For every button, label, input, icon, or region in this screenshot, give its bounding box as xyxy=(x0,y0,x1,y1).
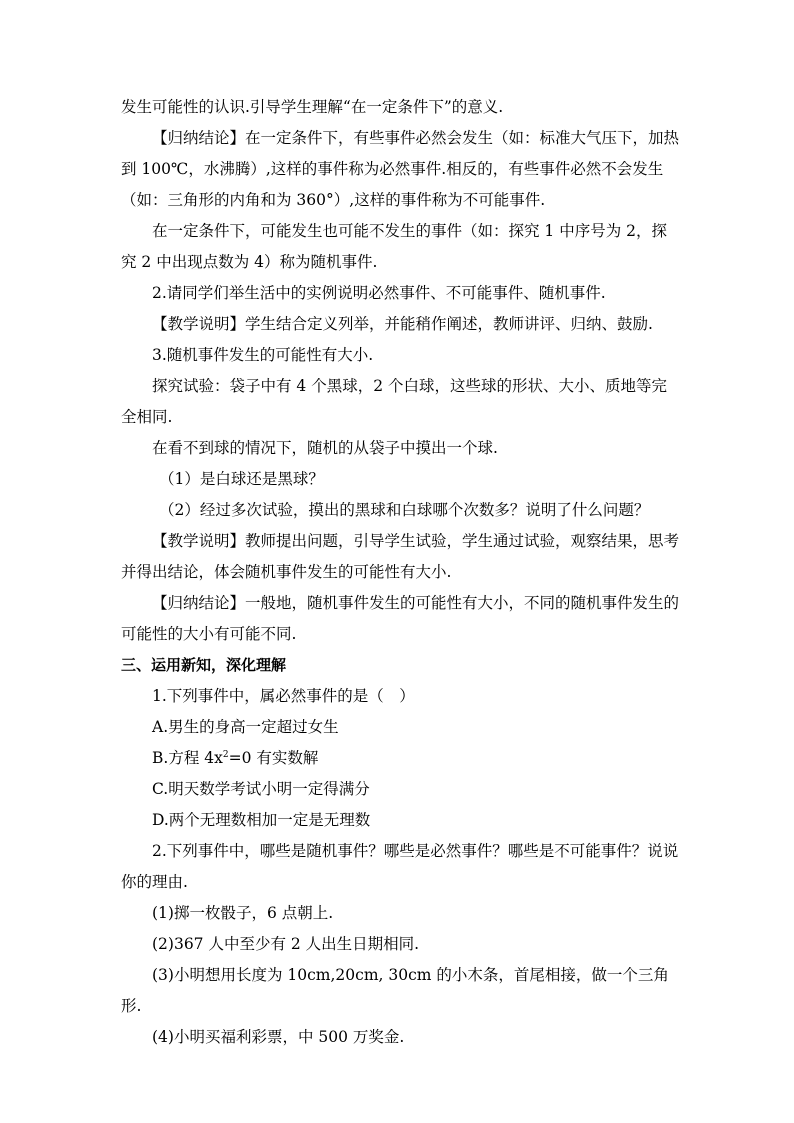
exercise-2-item-3: (3)小明想用长度为 10cm,20cm, 30cm 的小木条，首尾相接，做一个三角形. xyxy=(121,966,669,1015)
option-b-exponent: 2 xyxy=(222,749,229,760)
paragraph-teaching-note-1: 【教学说明】学生结合定义列举，并能稍作阐述，教师讲评、归纳、鼓励. xyxy=(152,315,653,333)
paragraph-item-2: 2.请同学们举生活中的实例说明必然事件、不可能事件、随机事件. xyxy=(152,284,606,302)
exercise-2-item-4: (4)小明买福利彩票，中 500 万奖金. xyxy=(152,1028,405,1046)
exercise-1-option-a: A.男生的身高一定超过女生 xyxy=(152,718,339,736)
paragraph-conclusion-certain-impossible: 【归纳结论】在一定条件下，有些事件必然会发生（如：标准大气压下，加热到 100℃，水沸腾）,这样的事件称为必然事件.相反的，有些事件必然不会发生（如：三角形的内角和为 360°）,这样的事件称为不可能事件. xyxy=(121,129,680,209)
exercise-1-option-b xyxy=(121,743,681,774)
section-heading: 三、运用新知，深化理解 xyxy=(121,656,287,674)
exercise-2-item-1: (1)掷一枚骰子，6 点朝上. xyxy=(152,904,334,922)
option-b-text-pre: B.方程 4x xyxy=(152,749,223,767)
paragraph-question-2: （2）经过多次试验，摸出的黑球和白球哪个次数多？说明了什么问题？ xyxy=(159,501,650,519)
exercise-2-item-2: (2)367 人中至少有 2 人出生日期相同. xyxy=(152,935,420,953)
exercise-1-option-c: C.明天数学考试小明一定得满分 xyxy=(152,780,370,798)
paragraph-experiment-step: 在看不到球的情况下，随机的从袋子中摸出一个球. xyxy=(152,439,498,457)
paragraph-conclusion-likelihood: 【归纳结论】一般地，随机事件发生的可能性有大小，不同的随机事件发生的可能性的大小有可能不同. xyxy=(121,594,680,643)
paragraph-experiment: 探究试验：袋子中有 4 个黑球，2 个白球，这些球的形状、大小、质地等完全相同. xyxy=(121,377,668,426)
paragraph-teaching-note-2: 【教学说明】教师提出问题，引导学生试验，学生通过试验，观察结果，思考并得出结论，体会随机事件发生的可能性有大小. xyxy=(121,532,680,581)
exercise-1-question: 1.下列事件中，属必然事件的是（ ） xyxy=(152,687,415,705)
paragraph-random-event-definition: 在一定条件下，可能发生也可能不发生的事件（如：探究 1 中序号为 2，探究 2 中出现点数为 4）称为随机事件. xyxy=(121,222,668,271)
paragraph-question-1: （1）是白球还是黑球？ xyxy=(159,470,324,488)
exercise-1-option-d: D.两个无理数相加一定是无理数 xyxy=(152,811,371,829)
option-b-text-post: =0 有实数解 xyxy=(228,749,319,767)
exercise-2-question: 2.下列事件中，哪些是随机事件？哪些是必然事件？哪些是不可能事件？说说你的理由. xyxy=(121,842,679,891)
paragraph-intro: 发生可能性的认识.引导学生理解“在一定条件下”的意义. xyxy=(121,98,504,116)
paragraph-item-3: 3.随机事件发生的可能性有大小. xyxy=(152,346,374,364)
document-body xyxy=(121,92,681,1053)
